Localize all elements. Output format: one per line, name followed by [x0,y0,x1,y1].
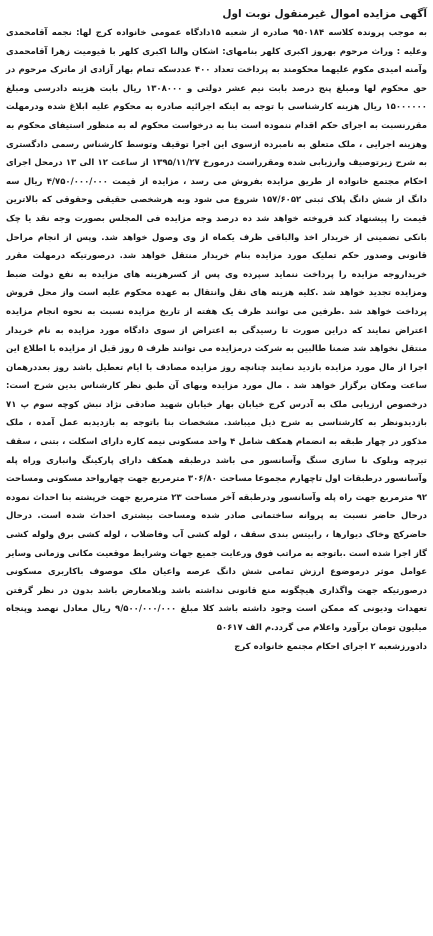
notice-body: به موجب پرونده کلاسه ۹۵۰۱۸۴ صادره از شعبه ۱۵دادگاه عمومی خانواده کرج لها: نجمه آقامحمدی وعلیه : وراث مرحوم بهروز اکبری کلهر بنامهای: اشکان والنا اکبری کلهر با قیومیت زهرا آقامحمدی وآمنه امیدی مکوم علیهما محکومند به پرداخت تعداد ۴۰۰ عددسکه تمام بهار آزادی از ماترک مرحوم در حق محکوم لها ومبلغ پنج درصد بابت نیم عشر دولتی و ۱۳۰۸۰۰۰ ریال بابت هزینه دادرسی ومبلغ ۱۵۰۰۰۰۰۰ ریال هزینه کارشناسی با توجه به اینکه اجرائیه صادره به محکوم علیه ابلاغ شده ودرمهلت مقررنسبت به اجرای حکم اقدام ننموده است بنا به درخواست محکوم له به منظور استیفای محکوم به وهزینه اجرایی ، ملک متعلق به نامبرده ازسوی این اجرا توقیف وتوسط کارشناس رسمی دادگستری به شرح زیرتوصیف وارزیابی شده ومقرراست درمورخ ۱۳۹۵/۱۱/۲۷ از ساعت ۱۲ الی ۱۳ درمحل اجرای احکام مجتمع خانواده از طریق مزایده بفروش می رسد ، مزایده از قیمت ۴/۷۵۰/۰۰۰/۰۰۰ ریال سه دانگ از شش دانگ پلاک ثبتی ۱۵۷/۶۰۵۲ شروع می شود وبه هرشخصی حقیقی وحقوقی که بالاترین قیمت را پیشنهاد کند فروخته خواهد شد ده درصد وجه مزایده فی المجلس بصورت وجه نقد یا چک بانکی تضمینی از خریدار اخذ والباقی ظرف یکماه از وی وصول خواهد شد. وپس از انجام مراحل قانونی وصدور حکم تملیک مورد مزایده بنام خریدار منتقل خواهد شد. درصورتیکه درمهلت مقرر خریداروجه مزایده را پرداخت ننماید سپرده وی پس از کسرهزینه های مزایده به نفع دولت ضبط ومزایده تجدید خواهد شد .کلیه هزینه های نقل وانتقال به عهده محکوم علیه است واز محل فروش پرداخت خواهد شد .طرفین می توانند ظرف یک هفته از تاریخ مزایده نسبت به نحوه انجام مزایده اعتراض نمایند که دراین صورت تا رسیدگی به اعتراض از سوی دادگاه مورد مزایده به نام خریدار منتقل نخواهد شد ضمنا طالبین به شرکت درمزایده می توانند ظرف ۵ روز قبل از مزایده با اطلاع این اجرا از مال مورد مزایده بازدید نمایند چنانچه روز مزایده مصادف با ایام تعطیل باشد روز بعددرهمان ساعت ومکان برگزار خواهد شد . مال مورد مزایده وبهای آن طبق نظر کارشناس بدین شرح است: درخصوص ارزیابی ملک به آدرس کرج خیابان بهار خیابان شهید صادقی نژاد نبش کوچه سوم پ ۷۱ بازدیدونظر به کارشناسی به شرح ذیل میباشد. مشخصات بنا باتوجه به بازدیدبه عمل آمده ، ملک مذکور در چهار طبقه به انضمام همکف شامل ۴ واحد مسکونی نیمه کاره دارای اسکلت ، بتنی ، سقف تیرچه وبلوک نا سازی سنگ وآسانسور می باشد درطبقه همکف دارای پارکینگ وانباری وراه پله وآسانسور درطبقات اول تاچهارم مجموعا مساحت ۳۰۶/۸۰ مترمربع جهت چهارواحد مسکونی ومساحت ۹۲ مترمربع جهت راه پله وآسانسور ودرطبقه آخر مساحت ۲۳ مترمربع جهت خرپشته بنا احداث نموده درحال حاضر نسبت به پروانه ساختمانی صادر شده ومساحت بیشتری احداث شده است. درحال حاضرکچ وخاک دیوارها ، رابیتس بندی سقف ، لوله کشی آب وفاضلاب ، لوله کشی برق ولوله کشی گاز اجرا شده است .باتوجه به مراتب فوق ورعایت جمیع جهات وشرایط موقعیت مکانی وزمانی وسایر عوامل موثر درموضوع ارزش تمامی شش دانگ عرصه واعیان ملک موصوف باکاربری مسکونی درصورتیکه جهت واگذاری هیچگونه منع قانونی نداشته باشد وبلامعارض باشد بدون در نظر گرفتن تعهدات ودیونی که ممکن است وجود داشته باشد کلا مبلغ ۹/۵۰۰/۰۰۰/۰۰۰ ریال معادل نهصد وپنجاه میلیون تومان برآورد واعلام می گردد.م الف ۵۰۶۱۷ [6,28,428,633]
notice-title: آگهی مزایده اموال غیرمنقول نوبت اول [222,8,427,20]
notice-signature: دادورزشعبه ۲ اجرای احکام مجتمع خانواده کرج [234,641,427,652]
